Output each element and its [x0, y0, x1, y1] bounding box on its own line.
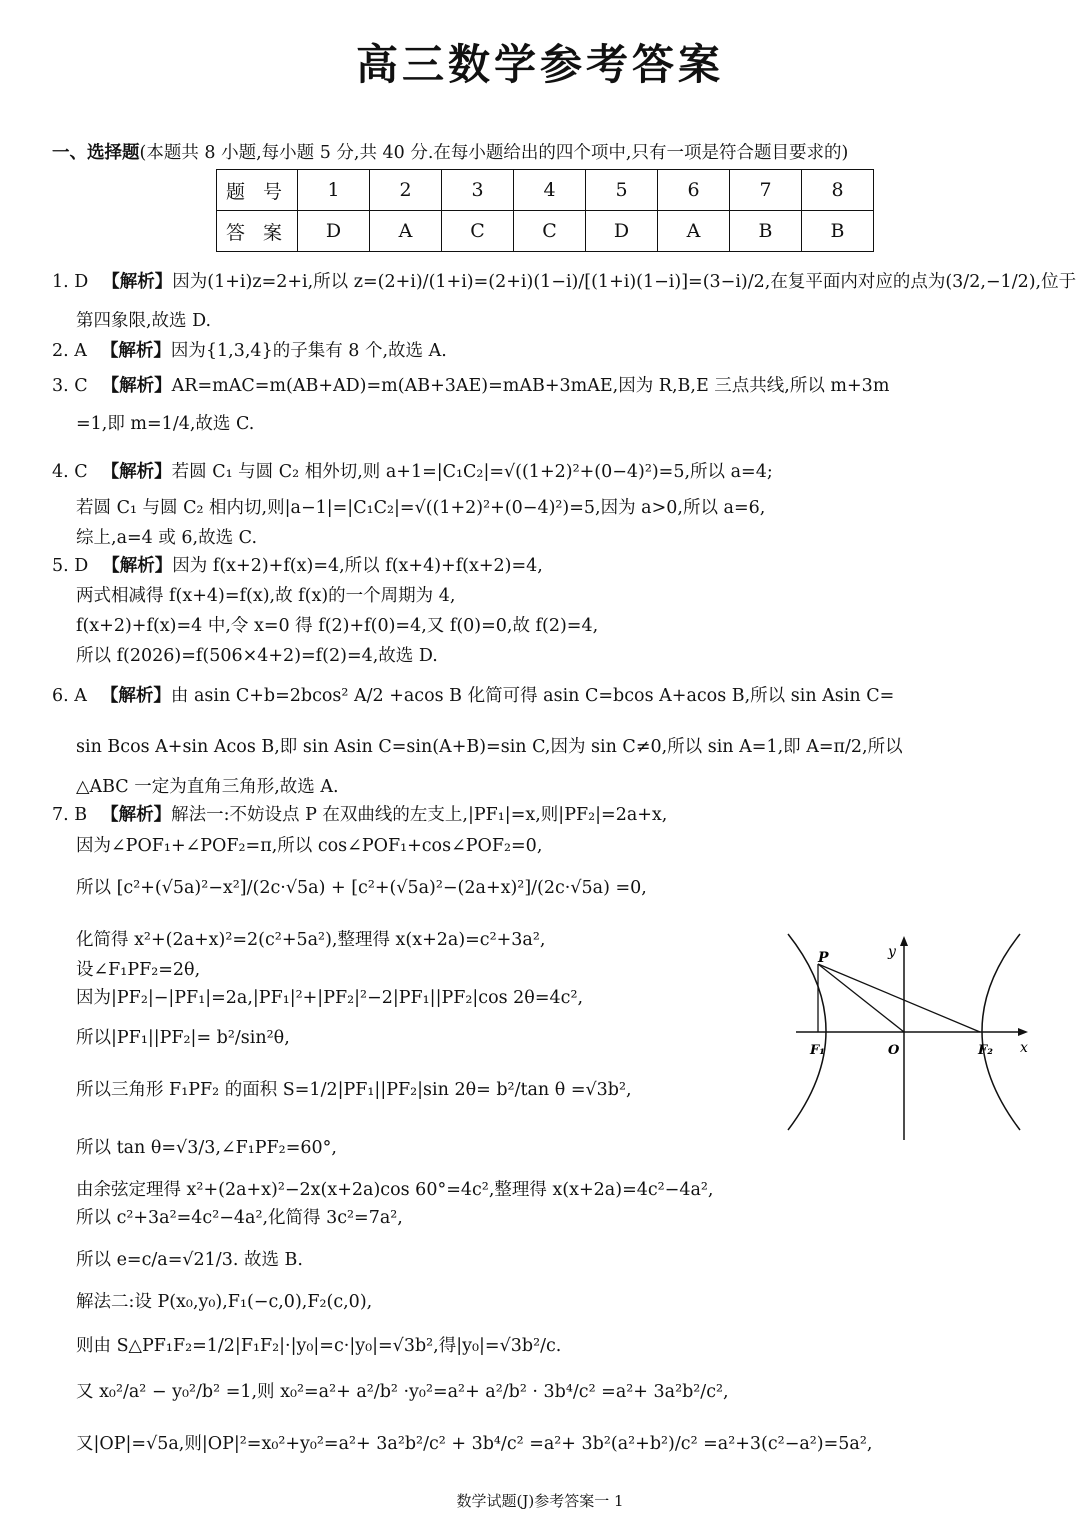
label-p: P [818, 950, 829, 966]
solution-line [76, 1434, 872, 1455]
label-y: y [888, 944, 896, 960]
solution-text: 若圆 C₁ 与圆 C₂ 相内切,则|a−1|=|C₁C₂|=√((1+2)²+(0−4)²)=5,因为 a>0,所以 a=6, [76, 498, 766, 518]
solution-line [76, 616, 598, 637]
solution-line [76, 528, 257, 549]
solution-line [76, 1180, 714, 1201]
solution-text: 所以 tan θ=√3/3,∠F₁PF₂=60°, [76, 1138, 337, 1158]
table-header-cell: 答 案 [217, 211, 298, 252]
question-number: 6 [658, 170, 730, 211]
solution-line [76, 988, 583, 1009]
segment-po [818, 964, 904, 1032]
question-lead: 1. D [52, 272, 89, 292]
solution-line [76, 1028, 290, 1049]
solution-text: 化简得 x²+(2a+x)²=2(c²+5a²),整理得 x(x+2a)=c²+3a², [76, 930, 546, 950]
solution-line [76, 414, 254, 435]
question-number: 8 [802, 170, 874, 211]
solution-text: 所以|PF₁||PF₂|= b²/sin²θ, [76, 1028, 290, 1048]
solution-text: 所以 c²+3a²=4c²−4a²,化简得 3c²=7a², [76, 1208, 403, 1228]
solution-line [52, 805, 667, 826]
question-lead: 3. C [52, 376, 88, 396]
solution-text: 又|OP|=√5a,则|OP|²=x₀²+y₀²=a²+ 3a²b²/c² + 3b⁴/c² =a²+ 3b²(a²+b²)/c² =a²+3(c²−a²)=5a², [76, 1434, 873, 1454]
solution-text: 因为(1+i)z=2+i,所以 z=(2+i)/(1+i)=(2+i)(1−i)/[(1+i)(1−i)]=(3−i)/2,在复平面内对应的点为(3/2,−1/2),位于 [172, 272, 1077, 292]
page-footer: 数学试题(J)参考答案一 1 [456, 1492, 624, 1510]
solution-text: 所以三角形 F₁PF₂ 的面积 S=1/2|PF₁||PF₂|sin 2θ= b²/tan θ =√3b², [76, 1080, 632, 1100]
solution-text: 由 asin C+b=2bcos² A/2 +acos B 化简可得 asin C=bcos A+acos B,所以 sin Asin C= [170, 686, 895, 706]
solution-text: 若圆 C₁ 与圆 C₂ 相外切,则 a+1=|C₁C₂|=√((1+2)²+(0−4)²)=5,所以 a=4; [171, 462, 773, 482]
hyperbola-figure [784, 930, 1034, 1145]
answer-cell: A [370, 211, 442, 252]
solution-text: AR=mAC=m(AB+AD)=m(AB+3AE)=mAB+3mAE,因为 R,B,E 三点共线,所以 m+3m [171, 376, 890, 396]
solution-line [52, 556, 543, 577]
answer-cell: D [586, 211, 658, 252]
solution-line [76, 1336, 561, 1357]
solution-text: 由余弦定理得 x²+(2a+x)²−2x(x+2a)cos 60°=4c²,整理得 x(x+2a)=4c²−4a², [76, 1180, 714, 1200]
page-title: 高三数学参考答案 [355, 40, 724, 89]
solution-text: =1,即 m=1/4,故选 C. [76, 414, 255, 434]
question-lead: 6. A [52, 686, 87, 706]
label-f1: F₁ [810, 1043, 825, 1058]
table-header-cell: 题 号 [217, 170, 298, 211]
question-number: 3 [442, 170, 514, 211]
solution-line [76, 646, 438, 667]
question-lead: 5. D [52, 556, 89, 576]
solution-line [76, 960, 200, 981]
answer-cell: B [802, 211, 874, 252]
solution-line [76, 930, 545, 951]
solution-text: 解法一:不妨设点 P 在双曲线的左支上,|PF₁|=x,则|PF₂|=2a+x, [171, 805, 668, 825]
solution-text: 则由 S△PF₁F₂=1/2|F₁F₂|·|y₀|=c·|y₀|=√3b²,得|y₀|=√3b²/c. [76, 1336, 562, 1356]
solution-text: 所以 [c²+(√5a)²−x²]/(2c·√5a) + [c²+(√5a)²−(2a+x)²]/(2c·√5a) =0, [76, 878, 647, 898]
solution-line [76, 1138, 337, 1159]
question-number: 4 [514, 170, 586, 211]
solution-text: 综上,a=4 或 6,故选 C. [76, 528, 258, 548]
question-lead: 2. A [52, 341, 87, 361]
section-title: 一、选择题 [52, 143, 140, 163]
solution-line [76, 1208, 403, 1229]
table-row [217, 211, 874, 252]
solution-line [76, 737, 903, 758]
solution-line [52, 272, 1076, 293]
question-lead: 7. B [52, 805, 88, 825]
question-number: 7 [730, 170, 802, 211]
question-lead: 4. C [52, 462, 88, 482]
solution-line [76, 1382, 729, 1403]
solution-line [76, 836, 542, 857]
label-f2: F₂ [978, 1043, 993, 1058]
section-heading [52, 139, 848, 164]
question-number: 2 [370, 170, 442, 211]
answer-cell: C [442, 211, 514, 252]
answer-cell: A [658, 211, 730, 252]
analysis-tag: 【解析】 [102, 272, 173, 292]
segment-pf2 [818, 964, 980, 1032]
solution-text: △ABC 一定为直角三角形,故选 A. [76, 777, 339, 797]
solution-line [76, 1250, 303, 1271]
solution-text: 解法二:设 P(x₀,y₀),F₁(−c,0),F₂(c,0), [76, 1292, 373, 1312]
solution-text: 两式相减得 f(x+4)=f(x),故 f(x)的一个周期为 4, [76, 586, 456, 606]
analysis-tag: 【解析】 [101, 805, 172, 825]
solution-text: 因为∠POF₁+∠POF₂=π,所以 cos∠POF₁+cos∠POF₂=0, [76, 836, 543, 856]
analysis-tag: 【解析】 [102, 556, 173, 576]
solution-text: 第四象限,故选 D. [76, 311, 212, 331]
answer-cell: C [514, 211, 586, 252]
solution-line [76, 1292, 372, 1313]
question-number: 5 [586, 170, 658, 211]
x-axis-arrow [1018, 1028, 1028, 1036]
section-note: (本题共 8 小题,每小题 5 分,共 40 分.在每小题给出的四个项中,只有一项是符合题目要求的) [139, 143, 849, 163]
solution-text: 又 x₀²/a² − y₀²/b² =1,则 x₀²=a²+ a²/b² ·y₀²=a²+ a²/b² · 3b⁴/c² =a²+ 3a²b²/c², [76, 1382, 729, 1402]
solution-line [52, 686, 894, 707]
analysis-tag: 【解析】 [100, 686, 171, 706]
analysis-tag: 【解析】 [101, 462, 172, 482]
answer-table [216, 169, 874, 252]
solution-line [76, 777, 339, 798]
solution-text: 所以 e=c/a=√21/3. 故选 B. [76, 1250, 303, 1270]
solution-line [76, 586, 455, 607]
solution-line [52, 341, 447, 362]
y-axis-arrow [900, 936, 908, 946]
analysis-tag: 【解析】 [100, 341, 171, 361]
answer-cell: B [730, 211, 802, 252]
label-x: x [1020, 1040, 1028, 1056]
solution-text: 因为 f(x+2)+f(x)=4,所以 f(x+4)+f(x+2)=4, [172, 556, 543, 576]
solution-text: f(x+2)+f(x)=4 中,令 x=0 得 f(2)+f(0)=4,又 f(0)=0,故 f(2)=4, [76, 616, 599, 636]
solution-text: 因为{1,3,4}的子集有 8 个,故选 A. [170, 341, 447, 361]
solution-text: 所以 f(2026)=f(506×4+2)=f(2)=4,故选 D. [76, 646, 438, 666]
answer-cell: D [298, 211, 370, 252]
solution-line [76, 311, 211, 332]
solution-line [76, 878, 647, 899]
solution-line [76, 498, 765, 519]
label-o: O [888, 1043, 900, 1058]
analysis-tag: 【解析】 [101, 376, 172, 396]
solution-text: sin Bcos A+sin Acos B,即 sin Asin C=sin(A+B)=sin C,因为 sin C≠0,所以 sin A=1,即 A=π/2,所以 [76, 737, 903, 757]
solution-text: 设∠F₁PF₂=2θ, [76, 960, 201, 980]
question-number: 1 [298, 170, 370, 211]
solution-line [52, 376, 889, 397]
solution-line [52, 462, 773, 483]
solution-line [76, 1080, 632, 1101]
table-row [217, 170, 874, 211]
solution-text: 因为|PF₂|−|PF₁|=2a,|PF₁|²+|PF₂|²−2|PF₁||PF₂|cos 2θ=4c², [76, 988, 584, 1008]
